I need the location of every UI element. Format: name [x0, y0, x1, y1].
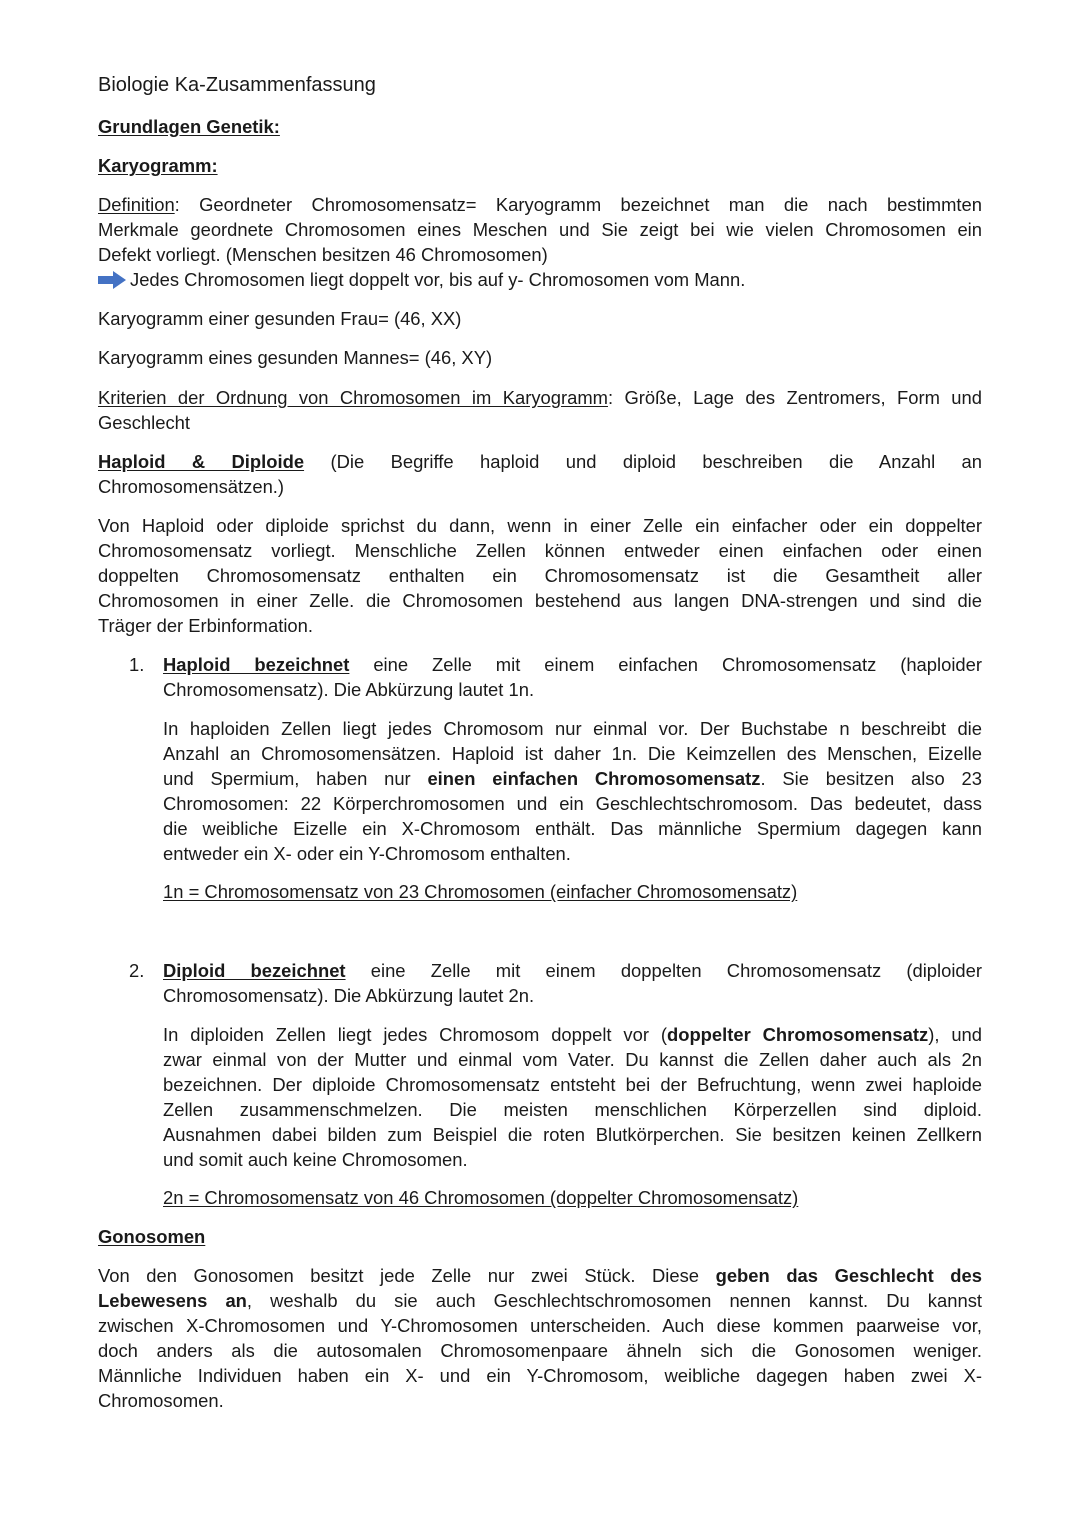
item1-para-line-4: Chromosomen: 22 Körperchromosomen und ein Geschlechtschromosom. Das bedeutet, dass — [163, 793, 982, 814]
item1-para-3c: . Sie besitzen also 23 — [760, 768, 982, 789]
item1-para-line-2: Anzahl an Chromosomensätzen. Haploid ist daher 1n. Die Keimzellen des Menschen, Eizelle — [163, 743, 982, 764]
item2-para-1c: ), und — [928, 1024, 983, 1045]
item2-para-line-3: bezeichnen. Der diploide Chromosomensatz entsteht bei der Befruchtung, wenn zwei haploide — [163, 1074, 982, 1095]
arrow-text: Jedes Chromosomen liegt doppelt vor, bis auf y- Chromosomen vom Mann. — [130, 269, 746, 290]
gonosomen-2a: Lebewesens an — [98, 1290, 247, 1311]
kriterien-line-2: Geschlecht — [98, 412, 190, 433]
item2-para-line-4: Zellen zusammenschmelzen. Die meisten menschlichen Körperzellen sind diploid. — [163, 1099, 982, 1120]
item1-line-2: Chromosomensatz). Die Abkürzung lautet 1n. — [163, 679, 535, 700]
item2-text-1: eine Zelle mit einem doppelten Chromosomensatz (diploider — [345, 960, 982, 981]
heading-grundlagen: Grundlagen Genetik: — [98, 116, 280, 137]
item1-number: 1. — [129, 654, 145, 675]
item2-label: Diploid bezeichnet — [163, 960, 346, 981]
definition-arrow-line — [98, 268, 982, 293]
item2-formula: 2n = Chromosomensatz von 46 Chromosomen (doppelter Chromosomensatz) — [163, 1187, 799, 1208]
haploid-diploide-line-1 — [98, 450, 982, 475]
item2-para-line-2: zwar einmal von der Mutter und einmal vom Vater. Du kannst die Zellen daher auch als 2n — [163, 1049, 982, 1070]
heading-karyogramm: Karyogramm: — [98, 155, 218, 176]
karyogramm-frau: Karyogramm einer gesunden Frau= (46, XX) — [98, 308, 462, 329]
item1-formula: 1n = Chromosomensatz von 23 Chromosomen (einfacher Chromosomensatz) — [163, 881, 798, 902]
item2-line-1 — [129, 959, 982, 984]
definition-line-2: Merkmale geordnete Chromosomen eines Meschen und Sie zeigt bei wie vielen Chromosomen ein — [98, 219, 982, 240]
item2-para-line-5: Ausnahmen dabei bilden zum Beispiel die roten Blutkörperchen. Sie besitzen keinen Zellkern — [163, 1124, 982, 1145]
definition-line-3: Defekt vorliegt. (Menschen besitzen 46 Chromosomen) — [98, 244, 548, 265]
item2-number: 2. — [129, 960, 145, 981]
item1-para-3a: und Spermium, haben nur — [163, 768, 428, 789]
item1-para-line-5: die weibliche Eizelle ein X-Chromosom enthält. Das männliche Spermium dagegen kann — [163, 818, 982, 839]
item1-para-line-3 — [163, 767, 982, 792]
haploid-diploide-text-1: (Die Begriffe haploid und diploid beschreiben die Anzahl an — [304, 451, 983, 472]
intro-line-2: Chromosomensatz vorliegt. Menschliche Zellen können entweder einen einfachen oder einen — [98, 540, 982, 561]
gonosomen-1a: Von den Gonosomen besitzt jede Zelle nur zwei Stück. Diese — [98, 1265, 716, 1286]
gonosomen-line-5: Männliche Individuen haben ein X- und ein Y-Chromosom, weibliche dagegen haben zwei X- — [98, 1365, 982, 1386]
gonosomen-line-1 — [98, 1264, 982, 1289]
item1-para-line-6: entweder ein X- oder ein Y-Chromosom enthalten. — [163, 843, 571, 864]
intro-line-1: Von Haploid oder diploide sprichst du dann, wenn in einer Zelle ein einfacher oder ein doppelter — [98, 515, 982, 536]
item2-para-line-1 — [163, 1023, 982, 1048]
haploid-diploide-line-2: Chromosomensätzen.) — [98, 476, 285, 497]
gonosomen-line-2 — [98, 1289, 982, 1314]
item2-line-2: Chromosomensatz). Die Abkürzung lautet 2n. — [163, 985, 535, 1006]
gonosomen-line-4: doch anders als die autosomalen Chromosomenpaare ähneln sich die Gonosomen weniger. — [98, 1340, 982, 1361]
gonosomen-1b: geben das Geschlecht des — [715, 1265, 982, 1286]
item1-line-1 — [129, 653, 982, 678]
item1-para-3b: einen einfachen Chromosomensatz — [427, 768, 761, 789]
right-arrow-icon — [98, 271, 126, 289]
item1-para-line-1: In haploiden Zellen liegt jedes Chromosom nur einmal vor. Der Buchstabe n beschreibt die — [163, 718, 982, 739]
kriterien-text-1: : Größe, Lage des Zentromers, Form und — [607, 387, 982, 408]
intro-line-5: Träger der Erbinformation. — [98, 615, 313, 636]
intro-line-4: Chromosomen in einer Zelle. die Chromosomen bestehend aus langen DNA-strengen und sind die — [98, 590, 982, 611]
item2-para-line-6: und somit auch keine Chromosomen. — [163, 1149, 468, 1170]
item2-para-1a: In diploiden Zellen liegt jedes Chromosom doppelt vor ( — [163, 1024, 667, 1045]
gonosomen-line-3: zwischen X-Chromosomen und Y-Chromosomen unterscheiden. Auch diese kommen paarweise vor, — [98, 1315, 982, 1336]
kriterien-line-1 — [98, 386, 982, 411]
item1-label: Haploid bezeichnet — [163, 654, 350, 675]
item2-para-1b: doppelter Chromosomensatz — [666, 1024, 929, 1045]
gonosomen-2b: , weshalb du sie auch Geschlechtschromosomen nennen kannst. Du kannst — [246, 1290, 982, 1311]
doc-title: Biologie Ka-Zusammenfassung — [98, 74, 376, 96]
item1-text-1: eine Zelle mit einem einfachen Chromosomensatz (haploider — [349, 654, 982, 675]
definition-text-1: : Geordneter Chromosomensatz= Karyogramm bezeichnet man die nach bestimmten — [174, 194, 982, 215]
karyogramm-mann: Karyogramm eines gesunden Mannes= (46, XY) — [98, 347, 493, 368]
definition-line-1 — [98, 193, 982, 218]
haploid-diploide-label: Haploid & Diploide — [98, 451, 305, 472]
gonosomen-line-6: Chromosomen. — [98, 1390, 224, 1411]
intro-line-3: doppelten Chromosomensatz enthalten ein Chromosomensatz ist die Gesamtheit aller — [98, 565, 982, 586]
definition-label: Definition — [98, 194, 175, 215]
kriterien-label: Kriterien der Ordnung von Chromosomen im Karyogramm — [98, 387, 608, 408]
heading-gonosomen: Gonosomen — [98, 1226, 206, 1247]
